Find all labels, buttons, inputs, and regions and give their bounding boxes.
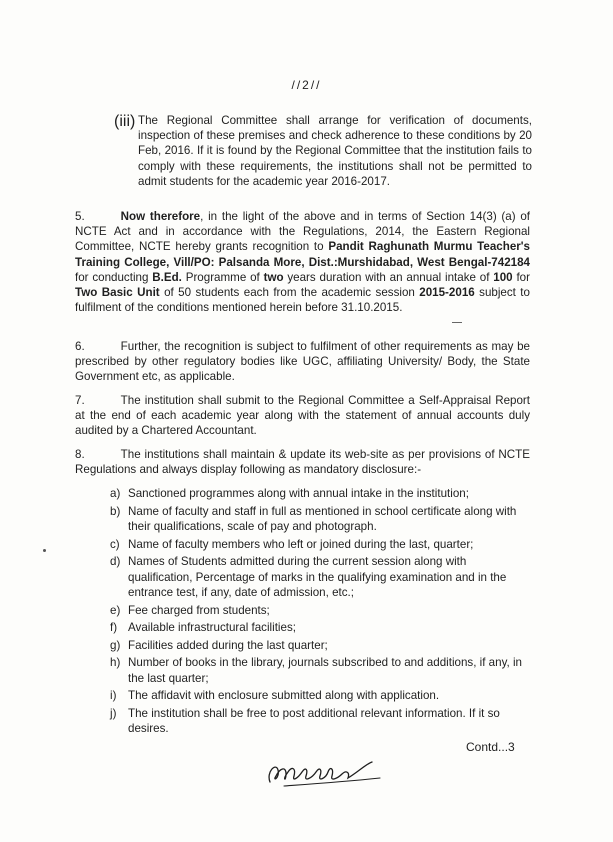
page-number: //2// xyxy=(291,78,322,92)
clause-text: The Regional Committee shall arrange for verification of documents, inspection of these premises and check adherence to these conditions by 20 Feb, 2016. If it is found by the Regional Committee that the institution fails to comply with these requirements, the institutions shall not be permitted to admit students for the academic year 2016-2017. xyxy=(138,114,532,188)
intake: 100 xyxy=(493,270,513,284)
list-item xyxy=(110,706,530,737)
paragraph-5 xyxy=(75,209,530,315)
list-item-letter: h) xyxy=(110,656,121,670)
paragraph-text: subject to fulfilment of the conditions mentioned herein before 31.10.2015. xyxy=(75,286,530,315)
paragraph-7 xyxy=(75,393,530,439)
paragraph-8 xyxy=(75,447,530,477)
paragraph-text: The institutions shall maintain & update its web-site as per provisions of NCTE Regulations and always display following as mandatory disclosure:- xyxy=(75,448,530,477)
list-item-text: The affidavit with enclosure submitted along with application. xyxy=(128,689,440,703)
paragraph-text: Programme of xyxy=(181,270,264,284)
paragraph-text: for conducting xyxy=(75,270,153,284)
paragraph-number: 8. xyxy=(75,448,85,461)
paragraph-number: 5. xyxy=(75,210,85,223)
disclosure-list xyxy=(110,486,530,739)
list-item xyxy=(110,486,530,501)
signature-icon xyxy=(262,752,392,792)
list-item-text: The institution shall be free to post additional relevant information. If it so desires. xyxy=(128,706,500,736)
list-item xyxy=(110,554,530,600)
duration: two xyxy=(263,270,284,284)
continuation-note: Contd...3 xyxy=(466,740,515,754)
paragraph-text: , in the light of the above and in terms of Section 14(3) (a) of NCTE Act and in accordance with the Regulations, 2014, the Eastern Regional Committee, NCTE hereby grants recognition to xyxy=(75,210,530,254)
clause-label: (iii) xyxy=(114,113,136,130)
academic-session: 2015-2016 xyxy=(419,286,475,300)
paragraph-text: for xyxy=(512,270,530,284)
list-item-text: Fee charged from students; xyxy=(128,603,270,617)
paragraph-text: Further, the recognition is subject to fulfilment of other requirements as may be prescribed by other regulatory bodies like UGC, affiliating University/ Body, the State Government etc, as applicable. xyxy=(75,340,530,384)
list-item-letter: f) xyxy=(110,621,118,635)
list-item xyxy=(110,655,530,686)
paragraph-text: The institution shall submit to the Regional Committee a Self-Appraisal Report at the end of each academic year along with the statement of annual accounts duly audited by a Chartered Accountant. xyxy=(75,394,530,438)
list-item xyxy=(110,620,530,635)
list-item-letter: e) xyxy=(110,603,121,617)
paragraph-6 xyxy=(75,339,530,385)
list-item xyxy=(110,638,530,653)
list-item xyxy=(110,603,530,618)
list-item-letter: d) xyxy=(110,555,121,569)
list-item-text: Facilities added during the last quarter; xyxy=(128,638,328,652)
clause-iii xyxy=(114,113,532,189)
list-item-letter: b) xyxy=(110,504,121,518)
list-item xyxy=(110,688,530,703)
list-item-text: Available infrastructural facilities; xyxy=(128,621,296,635)
lead-phrase: Now therefore xyxy=(120,210,201,223)
scan-mark xyxy=(43,549,46,552)
programme-name: B.Ed. xyxy=(152,270,182,284)
paragraph-number: 7. xyxy=(75,394,85,407)
list-item-letter: c) xyxy=(110,537,120,551)
institution-name: Pandit Raghunath Murmu Teacher's Training College, Vill/PO: Palsanda More, Dist.:Murshidabad, West Bengal-742184 xyxy=(75,240,530,269)
list-item-text: Names of Students admitted during the current session along with qualification, Percentage of marks in the qualifying examination and in the entrance test, if any, date of admission, etc.; xyxy=(128,555,507,599)
list-item-letter: a) xyxy=(110,487,121,500)
scan-mark xyxy=(452,322,462,323)
list-item xyxy=(110,537,530,552)
list-item-letter: g) xyxy=(110,638,121,652)
list-item-text: Number of books in the library, journals subscribed to and additions, if any, in the last quarter; xyxy=(128,656,522,685)
units: Two Basic Unit xyxy=(75,286,160,300)
list-item-letter: j) xyxy=(110,706,117,720)
paragraph-number: 6. xyxy=(75,340,85,353)
list-item-letter: i) xyxy=(110,689,117,703)
list-item-text: Name of faculty members who left or joined during the last, quarter; xyxy=(128,537,474,551)
list-item-text: Sanctioned programmes along with annual intake in the institution; xyxy=(128,487,469,500)
list-item xyxy=(110,504,530,535)
list-item-text: Name of faculty and staff in full as mentioned in school certificate along with their qualifications, scale of pay and photograph. xyxy=(128,504,517,533)
paragraph-text: years duration with an annual intake of xyxy=(283,270,494,284)
paragraph-text: of 50 students each from the academic session xyxy=(159,286,420,300)
